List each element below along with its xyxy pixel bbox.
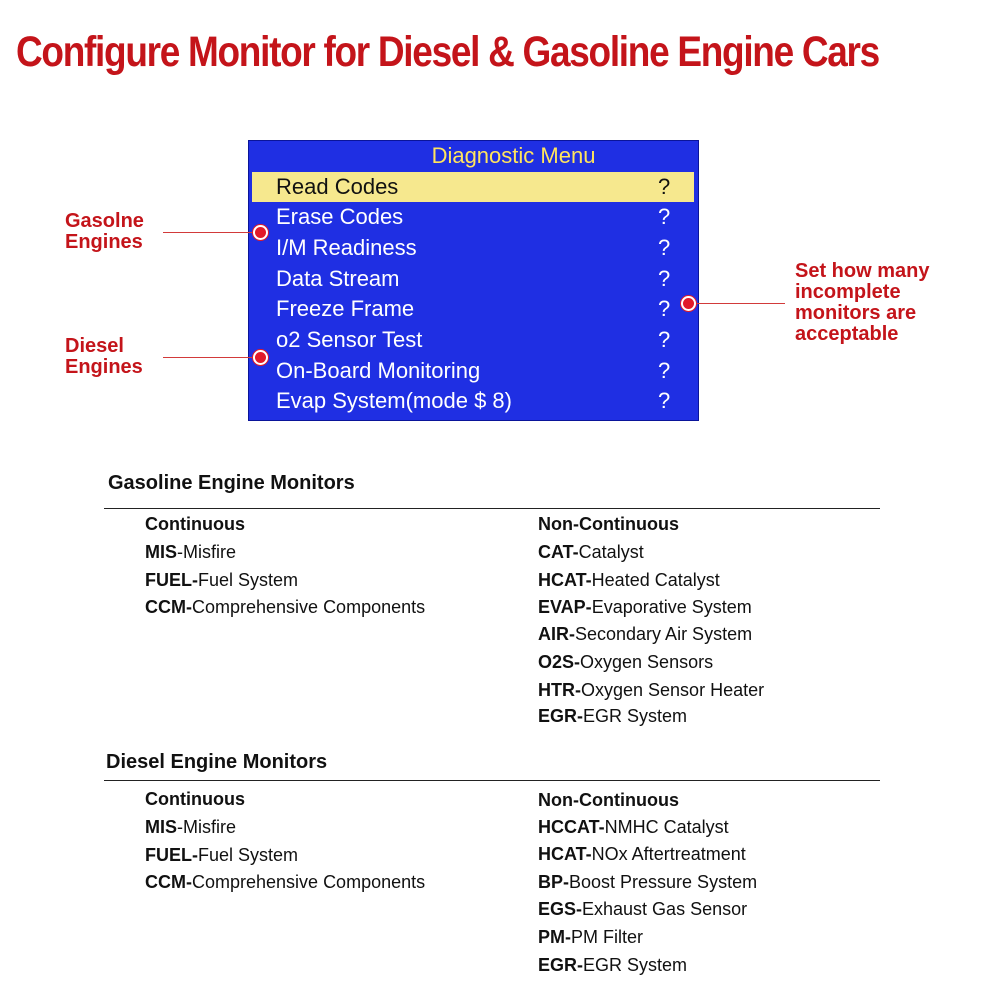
diesel-marker-dot xyxy=(255,352,266,363)
list-item: O2S-Oxygen Sensors xyxy=(538,652,714,672)
gasoline-marker-dot xyxy=(255,227,266,238)
help-mark: ? xyxy=(658,204,671,229)
list-item: CCM-Comprehensive Components xyxy=(145,872,426,892)
menu-item-label: I/M Readiness xyxy=(276,235,417,260)
callout-line-2: Engines xyxy=(65,356,143,378)
list-item: FUEL-Fuel System xyxy=(145,570,299,590)
list-item: HCAT-Heated Catalyst xyxy=(538,570,720,590)
list-item: MIS-Misfire xyxy=(145,817,237,837)
list-item: FUEL-Fuel System xyxy=(145,845,299,865)
gasoline-monitors-title: Gasoline Engine Monitors xyxy=(108,472,355,494)
list-item: BP-Boost Pressure System xyxy=(538,872,758,892)
callout-line-3: monitors are xyxy=(795,302,917,324)
callout-line-4: acceptable xyxy=(795,323,899,345)
menu-item-label: o2 Sensor Test xyxy=(276,327,423,352)
callout-line-2: Engines xyxy=(65,231,143,253)
callout-line-2: incomplete xyxy=(795,281,901,303)
list-item: MIS-Misfire xyxy=(145,542,237,562)
list-item: HCAT-NOx Aftertreatment xyxy=(538,844,746,864)
menu-item-read-codes[interactable] xyxy=(252,172,694,202)
diesel-noncontinuous-heading: Non-Continuous xyxy=(538,790,679,810)
callout-line-1: Set how many xyxy=(795,260,930,282)
menu-item-evap-system[interactable] xyxy=(252,386,694,416)
menu-item-label: Erase Codes xyxy=(276,204,404,229)
list-item: EVAP-Evaporative System xyxy=(538,597,752,617)
menu-item-on-board-monitoring[interactable] xyxy=(252,356,694,386)
callout-line-1: Diesel xyxy=(65,335,124,357)
gasoline-section-divider xyxy=(104,508,880,509)
menu-item-im-readiness[interactable] xyxy=(252,233,694,263)
menu-item-label: On-Board Monitoring xyxy=(276,358,481,383)
diagnostic-menu-screen xyxy=(248,140,699,421)
help-mark: ? xyxy=(658,327,671,352)
callout-line-1: Gasolne xyxy=(65,210,144,232)
menu-item-o2-sensor-test[interactable] xyxy=(252,325,694,355)
help-mark: ? xyxy=(658,388,671,413)
page-title: Configure Monitor for Diesel & Gasoline Engine Cars xyxy=(16,28,879,76)
incomplete-monitors-callout xyxy=(795,261,929,345)
help-mark: ? xyxy=(658,358,671,383)
menu-item-data-stream[interactable] xyxy=(252,264,694,294)
list-item: HCCAT-NMHC Catalyst xyxy=(538,817,729,837)
menu-item-freeze-frame[interactable] xyxy=(252,294,694,324)
list-item: EGR-EGR System xyxy=(538,955,688,975)
diesel-section-divider xyxy=(104,780,880,781)
menu-item-label: Data Stream xyxy=(276,266,400,291)
diesel-continuous-heading: Continuous xyxy=(145,789,245,809)
help-mark: ? xyxy=(658,296,671,321)
list-item: HTR-Oxygen Sensor Heater xyxy=(538,680,765,700)
diesel-engines-callout xyxy=(65,336,143,378)
help-mark: ? xyxy=(658,174,671,199)
list-item: CAT-Catalyst xyxy=(538,542,644,562)
help-mark: ? xyxy=(658,266,671,291)
incomplete-marker-dot xyxy=(683,298,694,309)
diesel-monitors-title: Diesel Engine Monitors xyxy=(106,751,328,773)
list-item: CCM-Comprehensive Components xyxy=(145,597,426,617)
help-mark: ? xyxy=(658,235,671,260)
list-item: AIR-Secondary Air System xyxy=(538,624,753,644)
gasoline-callout-connector xyxy=(163,232,255,233)
list-item: EGS-Exhaust Gas Sensor xyxy=(538,899,748,919)
menu-item-label: Freeze Frame xyxy=(276,296,415,321)
list-item: PM-PM Filter xyxy=(538,927,643,947)
gasoline-continuous-heading: Continuous xyxy=(145,514,245,534)
menu-item-erase-codes[interactable] xyxy=(252,202,694,232)
diesel-callout-connector xyxy=(163,357,255,358)
gasoline-engines-callout xyxy=(65,211,144,253)
menu-item-label: Read Codes xyxy=(276,174,399,199)
list-item: EGR-EGR System xyxy=(538,706,688,726)
screen-title: Diagnostic Menu xyxy=(431,143,596,168)
menu-item-label: Evap System(mode $ 8) xyxy=(276,388,512,413)
incomplete-callout-connector xyxy=(697,303,785,304)
gasoline-noncontinuous-heading: Non-Continuous xyxy=(538,514,679,534)
